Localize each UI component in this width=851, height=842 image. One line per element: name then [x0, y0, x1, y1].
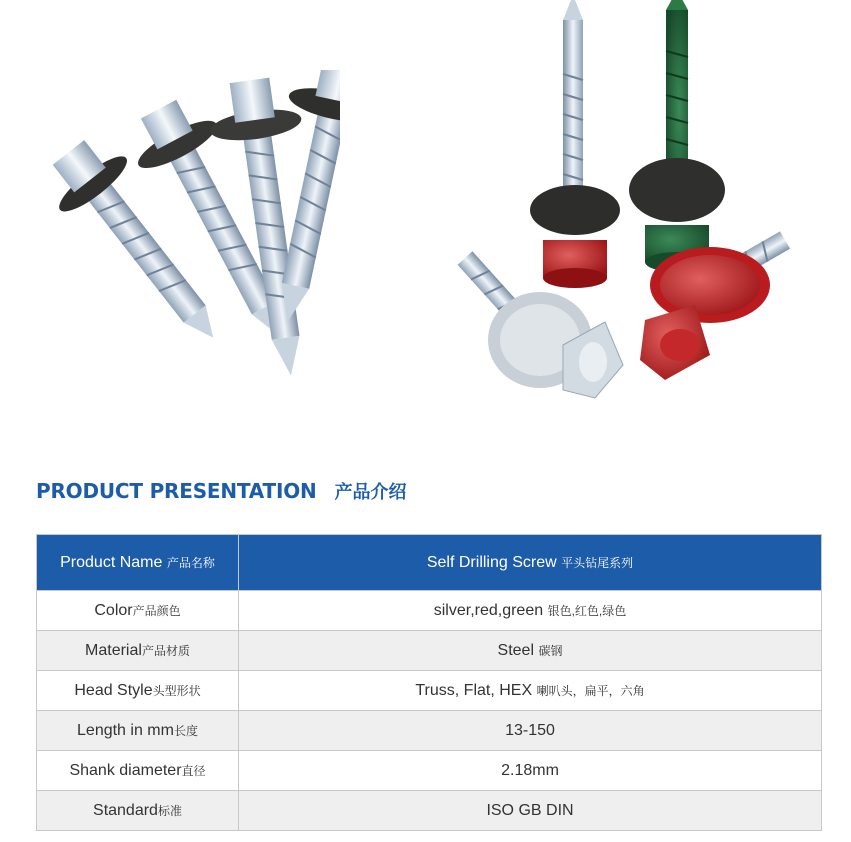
silver-screws-photo: [40, 70, 340, 430]
heading-chinese: 产品介绍: [334, 482, 407, 503]
table-row: [37, 671, 822, 711]
row-label-zh: 长度: [173, 723, 198, 738]
table-row: [37, 711, 822, 751]
row-value-cell: [239, 591, 822, 631]
row-label-zh: 标准: [157, 803, 182, 818]
row-value-zh: 银色,红色,绿色: [547, 603, 627, 618]
table-row: [37, 751, 822, 791]
row-label-cell: [37, 631, 239, 671]
row-value-cell: [239, 751, 822, 791]
row-value-cell: [239, 671, 822, 711]
row-label-cell: [37, 671, 239, 711]
row-value: ISO GB DIN: [486, 801, 574, 819]
row-label-cell: [37, 711, 239, 751]
row-label: Head Style: [74, 681, 153, 699]
row-value-cell: [239, 631, 822, 671]
row-value: silver,red,green: [433, 601, 544, 619]
row-value: Steel: [497, 641, 534, 659]
row-label: Material: [85, 641, 142, 659]
row-label-zh: 产品颜色: [132, 603, 181, 618]
header-label: Product Name: [60, 553, 163, 571]
colored-screws-photo: [445, 0, 845, 450]
header-value-zh: 平头钻尾系列: [561, 555, 634, 570]
header-label-cell: [37, 535, 239, 591]
row-label-cell: [37, 791, 239, 831]
heading-english: PRODUCT PRESENTATION: [36, 479, 317, 503]
row-label-zh: 头型形状: [152, 683, 201, 698]
row-label-cell: [37, 591, 239, 631]
row-label-zh: 产品材质: [141, 643, 190, 658]
table-row: [37, 591, 822, 631]
row-value-zh: 喇叭头，扁平，六角: [536, 683, 645, 698]
row-value: 2.18mm: [501, 761, 559, 779]
row-value-cell: [239, 791, 822, 831]
header-value: Self Drilling Screw: [426, 553, 557, 571]
header-label-zh: 产品名称: [166, 555, 215, 570]
table-row: [37, 631, 822, 671]
row-value: 13-150: [505, 721, 555, 739]
row-label: Standard: [93, 801, 158, 819]
row-label-zh: 直径: [181, 763, 206, 778]
row-value-cell: [239, 711, 822, 751]
spec-table: [36, 534, 822, 831]
row-label: Shank diameter: [69, 761, 182, 779]
section-heading: [36, 478, 407, 508]
row-value-zh: 碳钢: [538, 643, 563, 658]
header-value-cell: [239, 535, 822, 591]
row-value: Truss, Flat, HEX: [415, 681, 533, 699]
row-label: Length in mm: [77, 721, 174, 739]
table-header-row: [37, 535, 822, 591]
row-label-cell: [37, 751, 239, 791]
table-row: [37, 791, 822, 831]
row-label: Color: [94, 601, 133, 619]
